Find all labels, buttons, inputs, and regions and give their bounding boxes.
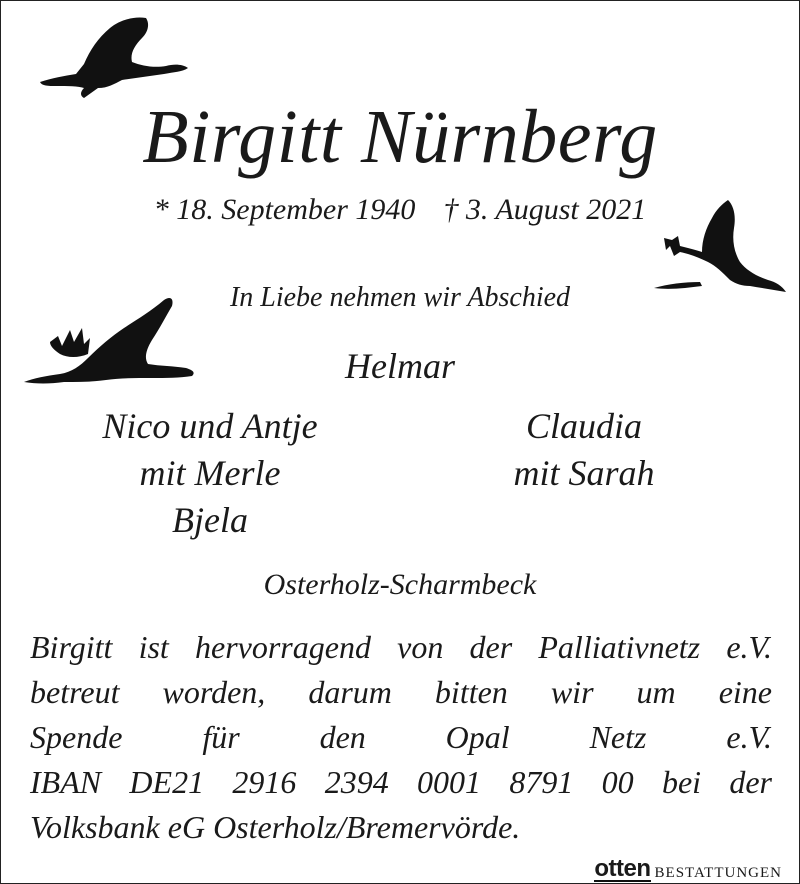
family-right-line: mit Sarah <box>513 453 655 493</box>
note-word: den <box>319 719 366 755</box>
note-word: Opal <box>445 719 510 755</box>
note-word: der <box>469 629 513 665</box>
note-word: Netz <box>589 719 647 755</box>
spouse-name: Helmar <box>345 346 455 386</box>
funeral-home-brand <box>594 856 782 884</box>
note-word: für <box>202 719 240 755</box>
note-word: darum <box>308 674 392 710</box>
family-right-line: Claudia <box>525 406 642 446</box>
family-left-line: mit Merle <box>139 453 281 493</box>
note-line <box>30 805 772 850</box>
death-date: † 3. August 2021 <box>443 193 647 226</box>
family-left-line: Bjela <box>172 500 248 540</box>
deceased-name: Birgitt Nürnberg <box>142 95 658 179</box>
bird-icon <box>38 14 193 104</box>
note-line <box>30 760 772 805</box>
note-line <box>30 625 772 670</box>
note-word: 2916 <box>232 764 297 800</box>
note-word: 0001 <box>417 764 481 800</box>
funeral-home-label: BESTATTUNGEN <box>654 865 782 881</box>
note-word: bei <box>661 764 702 800</box>
note-word: Palliativnetz <box>538 629 701 665</box>
note-word: 2394 <box>324 764 389 800</box>
note-word: eine <box>718 674 772 710</box>
note-word: Volksbank eG Osterholz/Bremervörde. <box>30 809 521 845</box>
note-word: wir <box>550 674 594 710</box>
note-word: ist <box>138 629 169 665</box>
note-word: DE21 <box>129 764 205 800</box>
note-word: 8791 <box>509 764 574 800</box>
note-word: bitten <box>434 674 508 710</box>
note-word: e.V. <box>726 719 772 755</box>
funeral-home-logo: otten <box>594 855 651 882</box>
farewell-line <box>0 280 800 316</box>
note-word: hervorragend <box>194 629 371 665</box>
farewell-text: In Liebe nehmen wir Abschied <box>229 282 571 313</box>
place-name: Osterholz-Scharmbeck <box>263 568 537 601</box>
note-word: worden, <box>162 674 266 710</box>
donation-note <box>30 625 772 850</box>
note-word: betreut <box>30 674 120 710</box>
note-word: Spende <box>30 719 123 755</box>
life-dates <box>0 190 800 230</box>
family-right <box>434 403 734 497</box>
note-line <box>30 670 772 715</box>
note-word: IBAN <box>30 764 102 800</box>
note-word: e.V. <box>726 629 772 665</box>
family-left-line: Nico und Antje <box>102 406 318 446</box>
note-word: um <box>636 674 676 710</box>
birth-date: * 18. September 1940 <box>153 193 416 226</box>
note-word: 00 <box>601 764 634 800</box>
note-word: der <box>729 764 772 800</box>
note-word: Birgitt <box>30 629 113 665</box>
note-line <box>30 715 772 760</box>
family-left <box>60 403 360 544</box>
note-word: von <box>397 629 444 665</box>
